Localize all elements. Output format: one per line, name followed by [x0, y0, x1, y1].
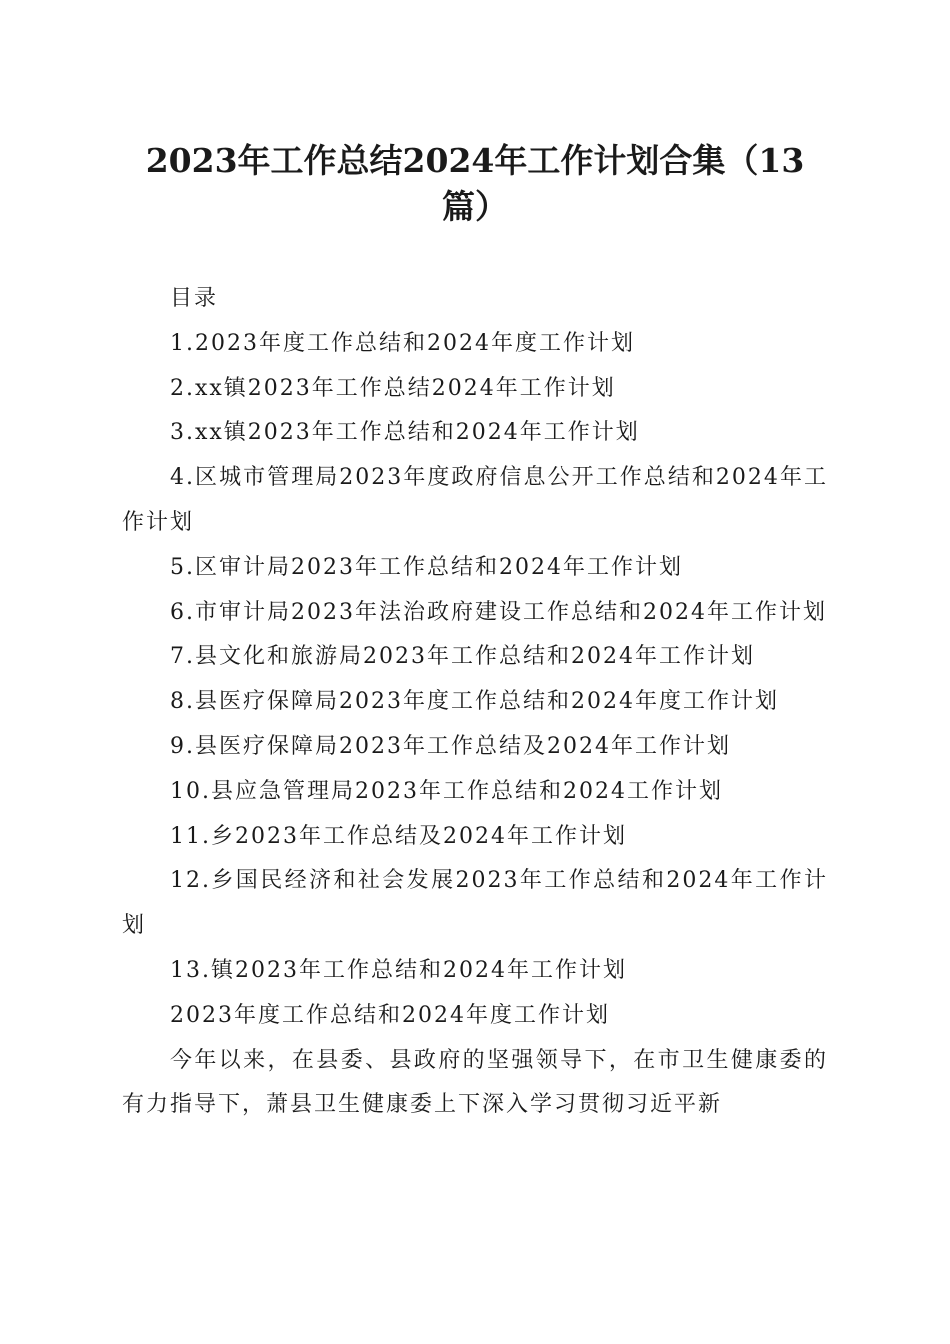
- toc-item: 11.乡2023年工作总结及2024年工作计划: [170, 823, 627, 849]
- toc-item: 4.区城市管理局2023年度政府信息公开工作总结和2024年工作计划: [122, 465, 828, 535]
- toc-heading: 目录: [170, 286, 219, 311]
- toc-item: 1.2023年度工作总结和2024年度工作计划: [170, 330, 635, 356]
- toc-item: 8.县医疗保障局2023年度工作总结和2024年度工作计划: [170, 689, 779, 715]
- toc-item: 13.镇2023年工作总结和2024年工作计划: [170, 957, 627, 983]
- intro-paragraph: 今年以来，在县委、县政府的坚强领导下，在市卫生健康委的有力指导下，萧县卫生健康委上下深入学习贯彻习近平新: [122, 1047, 828, 1118]
- toc-item: 12.乡国民经济和社会发展2023年工作总结和2024年工作计划: [122, 868, 828, 939]
- table-of-contents: [122, 322, 828, 994]
- toc-item: 2.xx镇2023年工作总结2024年工作计划: [170, 375, 616, 401]
- toc-item: 9.县医疗保障局2023年工作总结及2024年工作计划: [170, 733, 731, 759]
- toc-item: 6.市审计局2023年法治政府建设工作总结和2024年工作计划: [170, 599, 827, 625]
- toc-item: 10.县应急管理局2023年工作总结和2024工作计划: [170, 778, 723, 804]
- toc-item: 3.xx镇2023年工作总结和2024年工作计划: [170, 420, 640, 446]
- document-body: [122, 277, 828, 1128]
- document-title: 2023年工作总结2024年工作计划合集（13篇）: [145, 141, 805, 226]
- toc-item: 5.区审计局2023年工作总结和2024年工作计划: [170, 554, 683, 580]
- section-heading: 2023年度工作总结和2024年度工作计划: [170, 1002, 610, 1028]
- toc-item: 7.县文化和旅游局2023年工作总结和2024年工作计划: [170, 644, 755, 670]
